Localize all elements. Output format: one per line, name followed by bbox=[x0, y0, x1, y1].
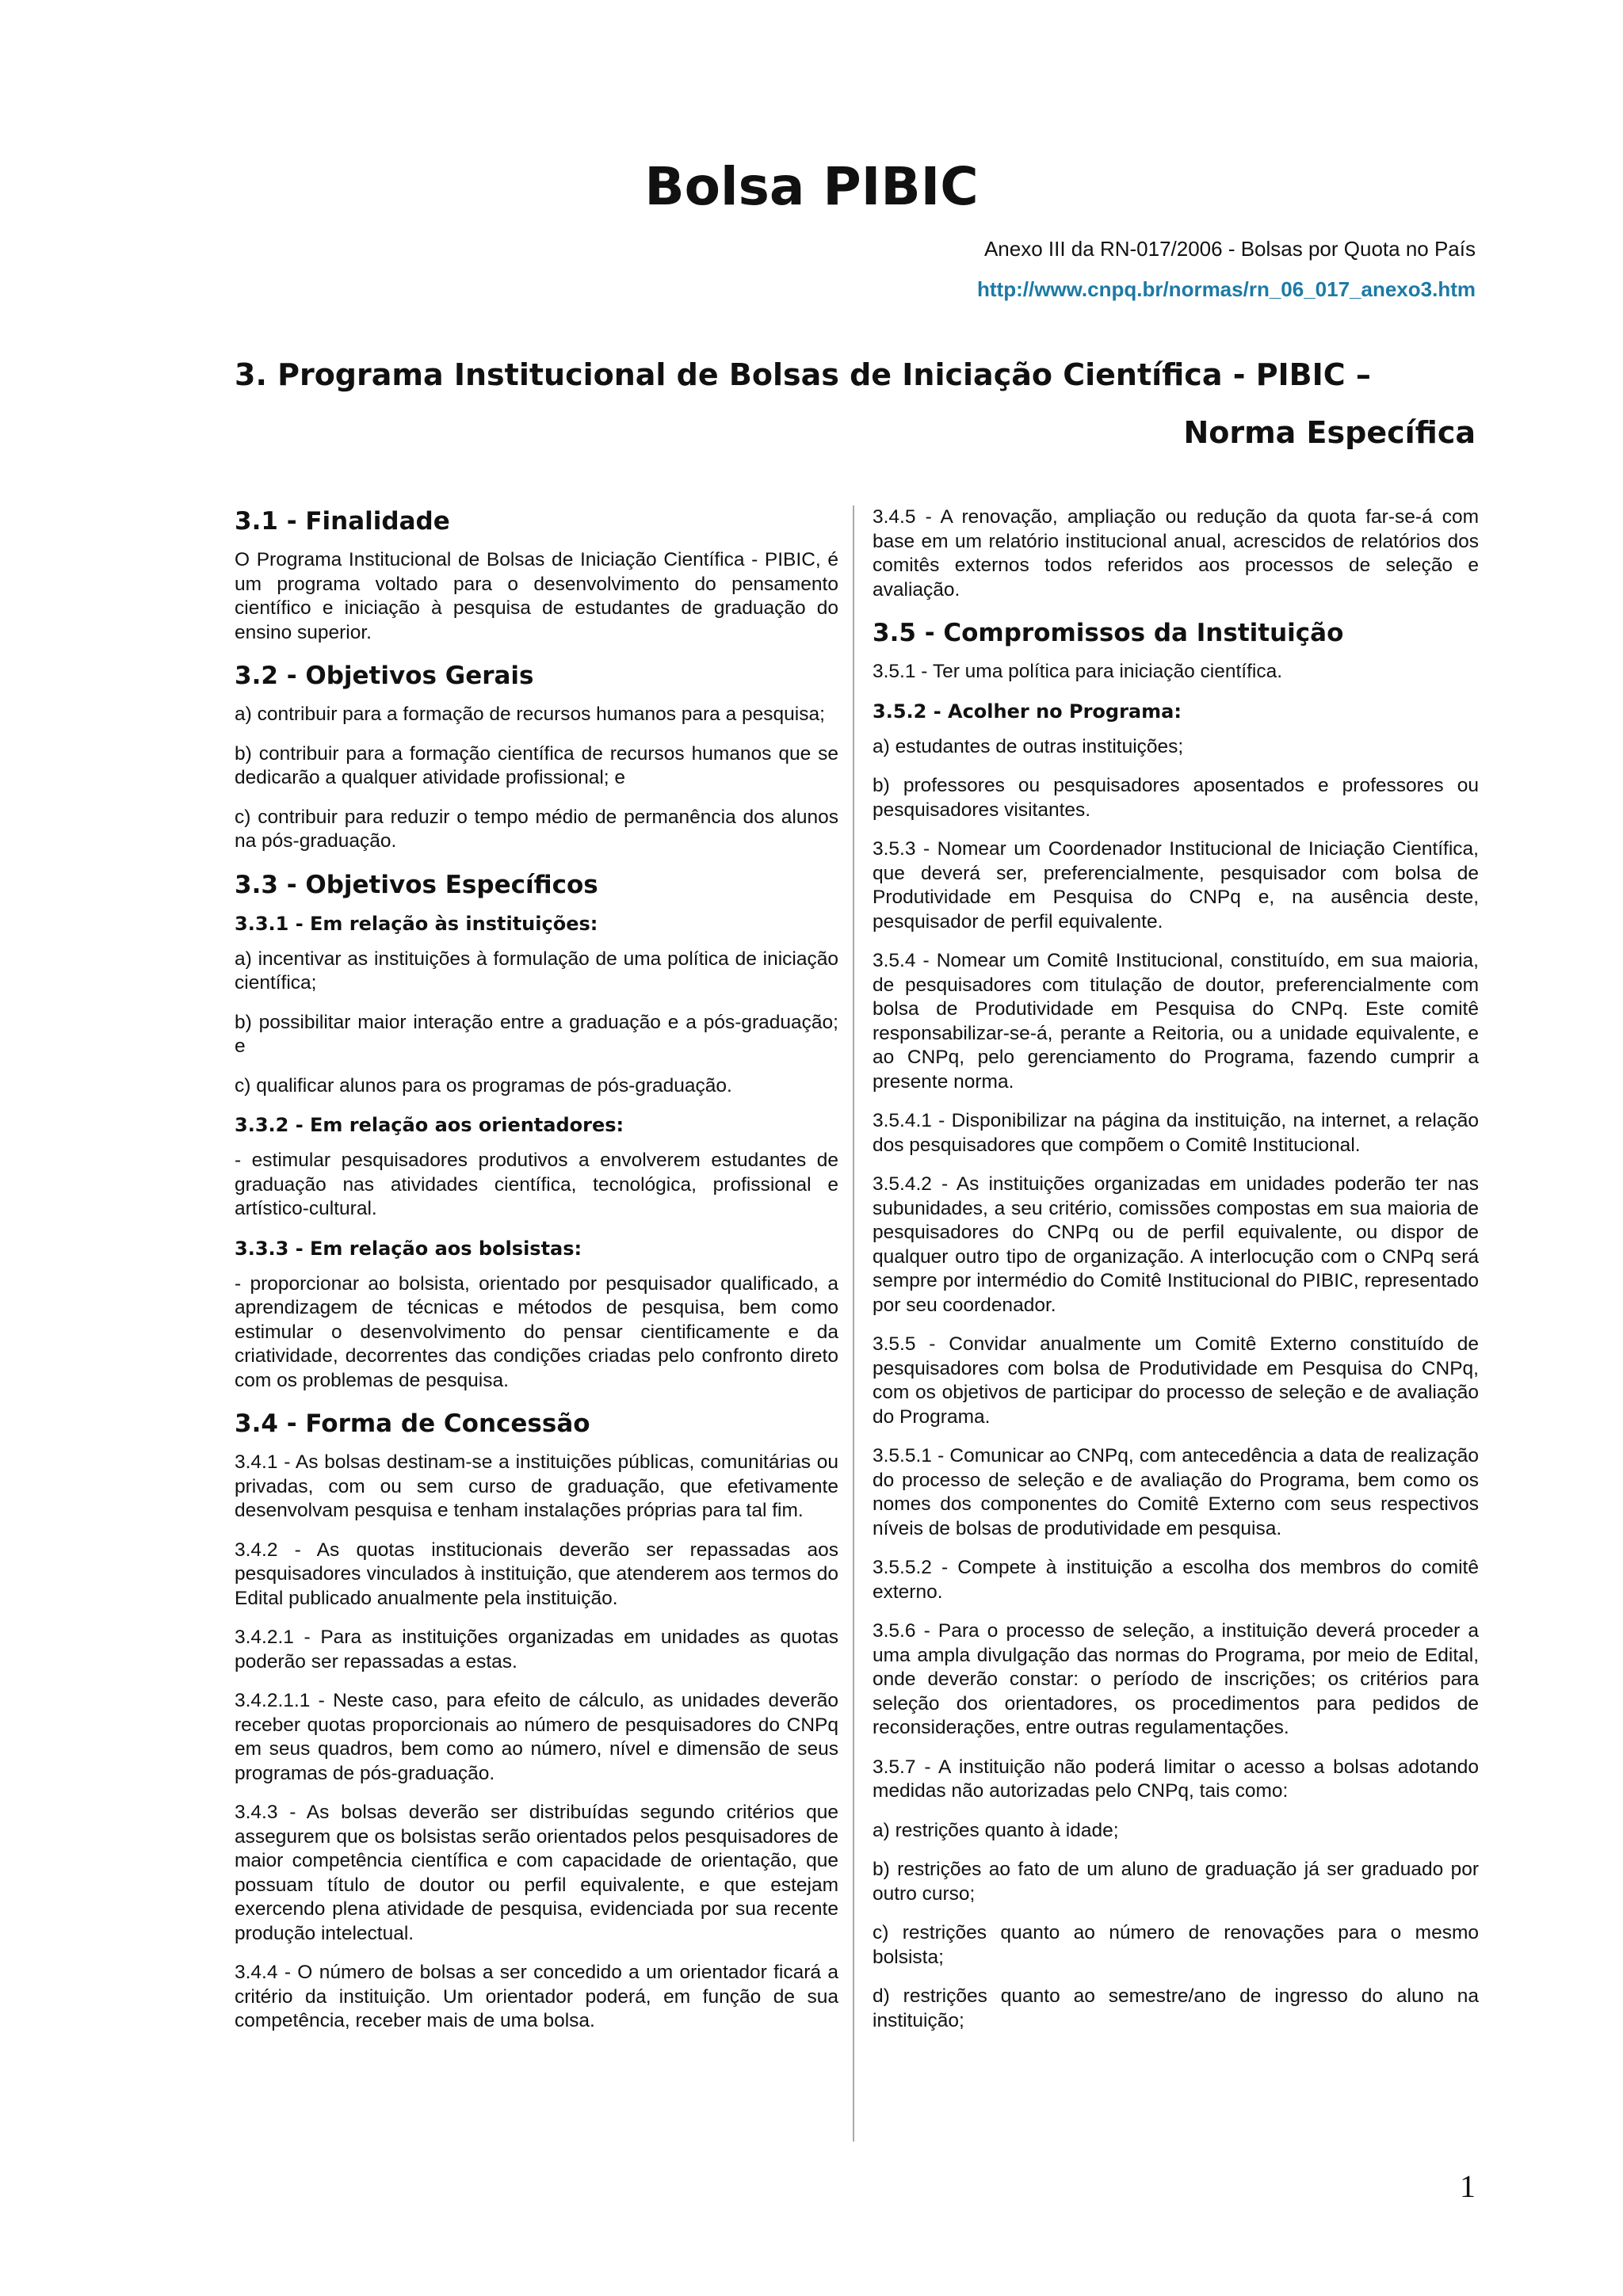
paragraph: 3.4.5 - A renovação, ampliação ou redução da quota far-se-á com base em um relatório institucional anual, acrescidos de relatórios dos comitês externos todos referidos aos processos de seleção e avaliação. bbox=[873, 506, 1479, 601]
right-column bbox=[873, 505, 1479, 2048]
list-item: c) qualificar alunos para os programas de pós-graduação. bbox=[235, 1074, 732, 1097]
paragraph: 3.5.5 - Convidar anualmente um Comitê Externo constituído de pesquisadores com bolsa de Produtividade em Pesquisa do CNPq, com os objetivos de participar do processo de seleção e de avaliação do Programa. bbox=[873, 1333, 1479, 1428]
list-item: c) restrições quanto ao número de renovações para o mesmo bolsista; bbox=[873, 1922, 1479, 1968]
subsection-heading: 3.3.3 - Em relação aos bolsistas: bbox=[235, 1237, 582, 1260]
list-item: a) restrições quanto à idade; bbox=[873, 1819, 1119, 1841]
paragraph: 3.4.2.1 - Para as instituições organizadas em unidades as quotas poderão ser repassadas a estas. bbox=[235, 1627, 838, 1672]
list-item: b) contribuir para a formação científica de recursos humanos que se dedicarão a qualquer atividade profissional; e bbox=[235, 742, 838, 788]
paragraph: 3.5.4 - Nomear um Comitê Institucional, constituído, em sua maioria, de pesquisadores com titulação de doutor, preferencialmente com bolsa de Produtividade em Pesquisa do CNPq. Este comitê responsabilizar-se-á, perante a Reitoria, ou a unidade equivalente, e ao CNPq, pelo gerenciamento do Programa, fazendo cumprir a presente norma. bbox=[873, 950, 1479, 1093]
list-item: a) contribuir para a formação de recursos humanos para a pesquisa; bbox=[235, 704, 825, 725]
source-url-link[interactable]: http://www.cnpq.br/normas/rn_06_017_anexo3.htm bbox=[977, 277, 1476, 301]
subsection-heading: 3.3.2 - Em relação aos orientadores: bbox=[235, 1114, 624, 1136]
paragraph: O Programa Institucional de Bolsas de Iniciação Científica - PIBIC, é um programa voltado para o desenvolvimento do pensamento científico e iniciação à pesquisa de estudantes de graduação do ensino superior. bbox=[235, 549, 838, 643]
subsection-heading: 3.5.2 - Acolher no Programa: bbox=[873, 700, 1182, 723]
section-heading: 3.1 - Finalidade bbox=[235, 507, 450, 536]
paragraph: 3.4.3 - As bolsas deverão ser distribuídas segundo critérios que assegurem que os bolsistas serão orientados pelos pesquisadores de maior competência científica e com capacidade de orientação, que possuam título de doutor ou perfil equivalente, e que estejam exercendo plena atividade de pesquisa, evidenciada por sua recente produção intelectual. bbox=[235, 1802, 838, 1944]
main-heading-subtitle: Norma Específica bbox=[1183, 415, 1476, 450]
paragraph: 3.5.4.1 - Disponibilizar na página da instituição, na internet, a relação dos pesquisadores que compõem o Comitê Institucional. bbox=[873, 1110, 1479, 1156]
paragraph: 3.5.4.2 - As instituições organizadas em unidades poderão ter nas subunidades, a seu critério, comissões compostas em sua maioria de pesquisadores do CNPq ou de perfil equivalente, ou dispor de qualquer outro tipo de organização. A interlocução com o CNPq será sempre por intermédio do Comitê Institucional do PIBIC, representado por seu coordenador. bbox=[873, 1173, 1479, 1316]
paragraph: 3.5.1 - Ter uma política para iniciação científica. bbox=[873, 661, 1283, 682]
section-heading: 3.3 - Objetivos Específicos bbox=[235, 870, 598, 899]
section-heading: 3.5 - Compromissos da Instituição bbox=[873, 619, 1344, 647]
paragraph: - estimular pesquisadores produtivos a envolverem estudantes de graduação nas atividades científica, tecnológica, profissional e artístico-cultural. bbox=[235, 1150, 838, 1219]
list-item: d) restrições quanto ao semestre/ano de ingresso do aluno na instituição; bbox=[873, 1985, 1479, 2031]
list-item: a) incentivar as instituições à formulação de uma política de iniciação científica; bbox=[235, 948, 838, 994]
paragraph: - proporcionar ao bolsista, orientado por pesquisador qualificado, a aprendizagem de técnicas e métodos de pesquisa, bem como estimular o desenvolvimento do pensar cientificamente e da criatividade, decorrentes das condições criadas pelo confronto direto com os problemas de pesquisa. bbox=[235, 1272, 838, 1391]
list-item: a) estudantes de outras instituições; bbox=[873, 735, 1184, 757]
page-number: 1 bbox=[1460, 2168, 1476, 2204]
left-column bbox=[235, 505, 838, 2049]
subsection-heading: 3.3.1 - Em relação às instituições: bbox=[235, 912, 598, 935]
section-heading: 3.2 - Objetivos Gerais bbox=[235, 662, 534, 690]
paragraph: 3.5.6 - Para o processo de seleção, a instituição deverá proceder a uma ampla divulgação das normas do Programa, por meio de Edital, onde deverão constar: o período de inscrições; os critérios para seleção dos orientadores, os procedimentos para pedidos de reconsiderações, entre outras regulamentações. bbox=[873, 1620, 1479, 1738]
main-heading: 3. Programa Institucional de Bolsas de Iniciação Científica - PIBIC – bbox=[235, 357, 1371, 392]
paragraph: 3.4.4 - O número de bolsas a ser concedido a um orientador ficará a critério da instituição. Um orientador poderá, em função de sua competência, receber mais de uma bolsa. bbox=[235, 1962, 838, 2031]
paragraph: 3.5.3 - Nomear um Coordenador Institucional de Iniciação Científica, que deverá ser, preferencialmente, pesquisador com bolsa de Produtividade em Pesquisa do CNPq e, na ausência deste, pesquisador de perfil equivalente. bbox=[873, 838, 1479, 933]
section-heading: 3.4 - Forma de Concessão bbox=[235, 1409, 590, 1438]
paragraph: 3.4.2 - As quotas institucionais deverão ser repassadas aos pesquisadores vinculados à instituição, que atenderem aos termos do Edital publicado anualmente pela instituição. bbox=[235, 1539, 838, 1609]
list-item: b) professores ou pesquisadores aposentados e professores ou pesquisadores visitantes. bbox=[873, 775, 1479, 821]
list-item: b) restrições ao fato de um aluno de graduação já ser graduado por outro curso; bbox=[873, 1859, 1479, 1905]
paragraph: 3.5.5.2 - Compete à instituição a escolha dos membros do comitê externo. bbox=[873, 1557, 1479, 1603]
annex-reference: Anexo III da RN-017/2006 - Bolsas por Quota no País bbox=[983, 237, 1476, 261]
document-title: Bolsa PIBIC bbox=[644, 156, 979, 217]
paragraph: 3.5.5.1 - Comunicar ao CNPq, com antecedência a data de realização do processo de seleção e de avaliação do Programa, bem como os nomes dos componentes do Comitê Externo com seus respectivos níveis de bolsas de produtividade em pesquisa. bbox=[873, 1445, 1479, 1539]
column-divider bbox=[853, 505, 854, 2142]
paragraph: 3.5.7 - A instituição não poderá limitar o acesso a bolsas adotando medidas não autorizadas pelo CNPq, tais como: bbox=[873, 1756, 1479, 1802]
list-item: c) contribuir para reduzir o tempo médio de permanência dos alunos na pós-graduação. bbox=[235, 806, 838, 852]
paragraph: 3.4.2.1.1 - Neste caso, para efeito de cálculo, as unidades deverão receber quotas proporcionais ao número de pesquisadores do CNPq em seus quadros, bem como ao número, nível e dimensão de seus programas de pós-graduação. bbox=[235, 1690, 838, 1784]
list-item: b) possibilitar maior interação entre a graduação e a pós-graduação; e bbox=[235, 1011, 838, 1057]
paragraph: 3.4.1 - As bolsas destinam-se a instituições públicas, comunitárias ou privadas, com ou sem curso de graduação, que efetivamente desenvolvam pesquisa e tenham instalações próprias para tal fim. bbox=[235, 1451, 838, 1521]
